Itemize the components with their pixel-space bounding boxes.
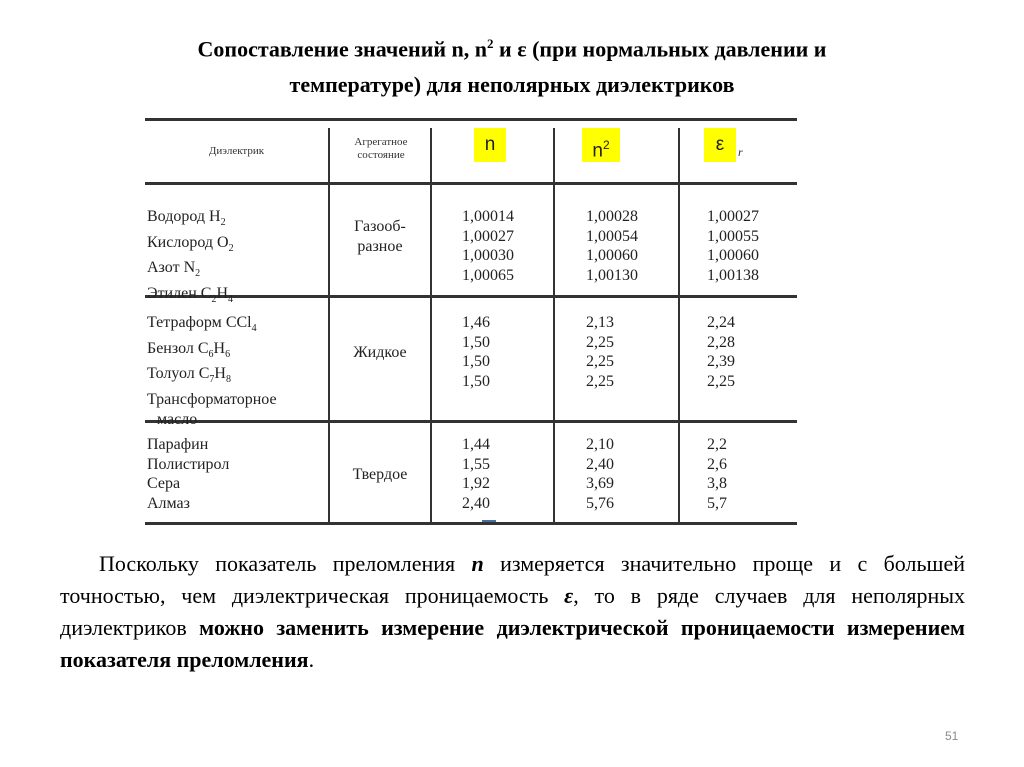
header-n2-sup: 2 <box>602 138 610 152</box>
dielectric-name-cont: масло <box>157 410 198 428</box>
paragraph-segment: n <box>471 551 484 576</box>
n2-value: 2,25 <box>586 333 614 351</box>
title-text: Сопоставление значений n, n <box>197 36 488 62</box>
formula-element: H <box>216 285 228 303</box>
eps-value: 1,00060 <box>707 247 759 264</box>
formula-subscript: 4 <box>228 294 233 306</box>
slide-title <box>60 26 964 103</box>
header-n <box>474 128 506 162</box>
n2-column <box>586 313 614 391</box>
header-eps-subscript: r <box>738 145 743 159</box>
name-text: Сера <box>147 475 181 492</box>
paragraph-segment: измеряется значительно проще и с большей точностью, чем диэлектрическая проницаемость <box>60 551 966 608</box>
n2-value: 2,25 <box>586 372 614 390</box>
n2-value: 5,76 <box>586 494 614 512</box>
table-rule <box>145 118 797 121</box>
n-value: 1,00065 <box>462 266 514 284</box>
n-value: 1,44 <box>462 436 490 453</box>
eps-value: 1,00138 <box>707 266 759 284</box>
n-column <box>462 435 490 513</box>
n2-value: 2,40 <box>586 455 614 473</box>
dielectric-table <box>145 118 797 528</box>
n2-value: 1,00060 <box>586 247 638 264</box>
header-state-line: Агрегатное <box>354 136 408 148</box>
paragraph-segment: Поскольку показатель преломления <box>99 551 472 576</box>
eps-value: 5,7 <box>707 494 727 512</box>
name-text: Этилен <box>147 285 201 303</box>
paragraph-segment: ε <box>564 583 574 608</box>
column-divider <box>553 128 555 522</box>
formula-subscript: 2 <box>195 268 201 280</box>
name-text: Бензол <box>147 339 198 357</box>
header-n2-label: n <box>592 140 603 162</box>
formula-element: C <box>200 285 212 303</box>
dielectric-name <box>147 435 229 455</box>
n-value: 1,50 <box>462 333 490 351</box>
formula-element: C <box>197 339 209 357</box>
name-text: Кислород <box>147 233 217 251</box>
state-text: разное <box>357 237 403 255</box>
eps-value: 1,00055 <box>707 227 759 245</box>
n2-value: 2,25 <box>586 353 614 370</box>
paragraph-segment: , то в ряде случаев для неполярных диэлектриков <box>60 583 965 640</box>
name-text: Трансформаторное <box>147 391 277 409</box>
title-line-2: температуре) для неполярных диэлектриков <box>289 72 735 98</box>
eps-value: 2,24 <box>707 314 735 331</box>
title-superscript: 2 <box>487 36 494 51</box>
state-cell <box>330 343 430 363</box>
name-text: Полистирол <box>147 455 230 473</box>
n-value: 2,40 <box>462 494 490 512</box>
name-text: Тетраформ <box>147 314 226 331</box>
n2-value: 1,00028 <box>586 208 638 225</box>
n-value: 1,50 <box>462 372 490 390</box>
eps-value: 2,25 <box>707 372 735 390</box>
formula-subscript: 7 <box>209 374 215 386</box>
name-text: Водород <box>147 208 210 225</box>
n-value: 1,00014 <box>462 208 514 225</box>
n-value: 1,46 <box>462 314 490 331</box>
header-eps <box>704 128 736 162</box>
dielectric-name <box>147 494 229 514</box>
n-column <box>462 313 490 391</box>
eps-value: 1,00027 <box>707 208 759 225</box>
eps-value: 3,8 <box>707 475 727 492</box>
formula-element: H <box>213 339 226 357</box>
n-value: 1,00030 <box>462 247 514 264</box>
state-cell <box>330 465 430 485</box>
eps-column <box>707 313 735 391</box>
dielectric-name <box>147 258 234 284</box>
n2-value: 2,13 <box>586 314 614 331</box>
dielectric-name <box>147 339 277 365</box>
n2-column <box>586 435 614 513</box>
dielectric-name <box>147 284 234 310</box>
names-column <box>147 207 234 310</box>
header-dielectric: Диэлектрик <box>208 145 265 157</box>
header-n-label: n <box>484 134 496 155</box>
n-column <box>462 207 514 285</box>
page-number: 51 <box>945 729 959 743</box>
dielectric-name <box>147 455 229 475</box>
title-text: и ε (при нормальных давлении и <box>493 36 827 62</box>
body-paragraph <box>60 548 965 676</box>
column-divider <box>328 128 330 522</box>
formula-element: N <box>183 259 196 277</box>
eps-column <box>707 207 759 285</box>
column-divider <box>678 128 680 522</box>
state-text: Газооб- <box>354 218 406 235</box>
header-state-line: состояние <box>357 149 405 161</box>
eps-value: 2,39 <box>707 353 735 370</box>
formula-subscript: 2 <box>211 294 217 306</box>
table-rule <box>145 522 797 525</box>
eps-value: 2,6 <box>707 455 727 473</box>
dielectric-name <box>147 313 277 339</box>
formula-subscript: 8 <box>225 374 231 386</box>
formula-element: CCl <box>225 314 252 331</box>
header-state <box>331 136 431 162</box>
state-cell <box>330 217 430 256</box>
n-value: 1,00027 <box>462 227 514 245</box>
dielectric-name <box>147 474 229 494</box>
n2-value: 1,00130 <box>586 266 638 284</box>
eps-column <box>707 435 727 513</box>
formula-subscript: 6 <box>225 348 231 360</box>
n2-value: 3,69 <box>586 475 614 492</box>
n2-value: 1,00054 <box>586 227 638 245</box>
formula-subscript: 2 <box>220 217 226 229</box>
n-value: 1,92 <box>462 475 490 492</box>
name-text: Парафин <box>147 436 209 453</box>
dielectric-name <box>147 390 277 410</box>
formula-element: H <box>209 208 221 225</box>
formula-subscript: 2 <box>228 242 234 254</box>
eps-value: 2,28 <box>707 333 735 351</box>
formula-element: H <box>214 365 226 383</box>
eps-value: 2,2 <box>707 436 727 453</box>
table-rule <box>145 295 797 298</box>
n2-column <box>586 207 638 285</box>
header-n2 <box>582 128 620 162</box>
paragraph-segment: можно заменить измерение диэлектрической проницаемости измерением показателя преломления <box>60 615 965 672</box>
name-text: Толуол <box>147 365 199 383</box>
names-column <box>147 435 229 513</box>
column-divider <box>430 128 432 522</box>
n2-value: 2,10 <box>586 436 614 453</box>
formula-element: C <box>198 365 210 383</box>
dielectric-name <box>147 207 234 233</box>
header-eps-label: ε <box>715 134 725 155</box>
formula-subscript: 4 <box>251 323 257 335</box>
table-rule <box>145 182 797 185</box>
formula-element: O <box>217 233 229 251</box>
names-column <box>147 313 277 429</box>
name-text: Азот <box>147 259 184 277</box>
state-text: Твердое <box>352 466 408 483</box>
formula-subscript: 6 <box>208 348 214 360</box>
paragraph-segment: . <box>308 647 315 672</box>
name-text: Алмаз <box>147 494 190 512</box>
dielectric-name <box>147 233 234 259</box>
state-text: Жидкое <box>353 344 407 361</box>
n-value: 1,50 <box>462 353 490 370</box>
dielectric-name <box>147 364 277 390</box>
n-value: 1,55 <box>462 455 490 473</box>
table-mark <box>482 520 496 522</box>
